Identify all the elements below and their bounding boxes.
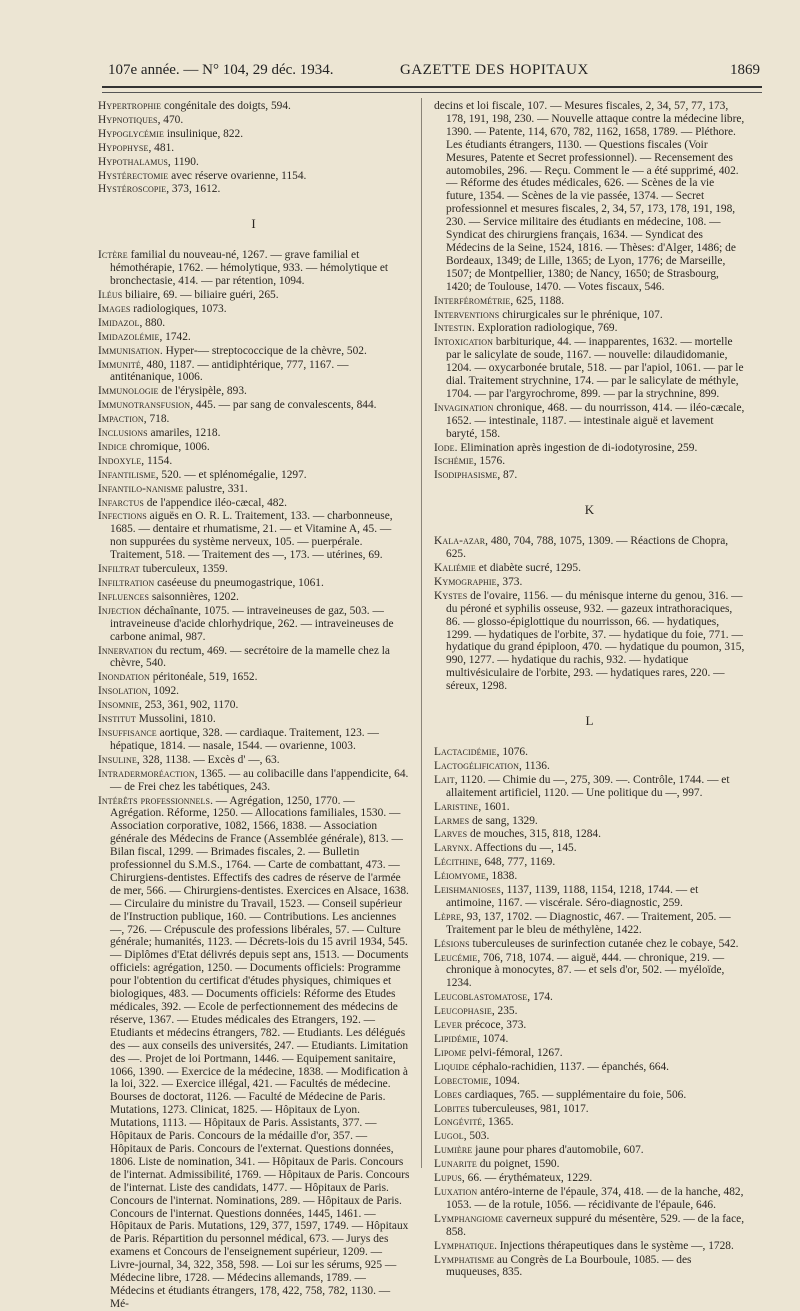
index-entry (434, 801, 746, 814)
index-entry (98, 413, 410, 426)
index-entry (434, 562, 746, 575)
entry-references: . — Agrégation, 1250, 1770. — Agrégation. Réforme, 1250. — Allocations familiales, 1530. — Association corporative, 1082, 1566, 1838. — Association générale des Médecins de France (Assemblée générale), 813. — Bilan fiscal, 1299. — Brimades fiscales, 2. — Bulletin professionnel du S.M.S., 1764. — Carte de combattant, 473. — Chirurgiens-dentistes. Effectifs des cadres de réserve de l'armée de mer, 566. — Chirurgiens-dentistes. Exercices en Alsace, 1638. — Circulaire du ministre du Travail, 1523. — Conseil supérieur de l'Instruction publique, 160. — Contributions. Les anciennes —, 726. — Crépuscule des professions libérales, 57. — Culture générale; humanités, 1123. — Décrets-lois du 15 avril 1934, 545. — Diplômes d'Etat délivrés depuis sept ans, 1513. — Documents officiels: agrégation, 1250. — Documents officiels: Programme pour l'obtention du certificat d'études physiques, chimiques et biologiques, 483. — Documents officiels: Réforme des Etudes médicales, 392. — Ecole de perfectionnement des médecins de réserve, 1367. — Etudes médicales des Etrangers, 192. — Etudiants et médecins étrangers, 782. — Etudiants. Les délégués des — aux conseils des universités, 247. — Etudiants. Limitation des —. Projet de loi Portmann, 1446. — Equipement sanitaire, 1066, 1390. — Exercice de la médecine, 1838. — Modification à la loi, 322. — Exercice illégal, 421. — Facultés de médecine. Bourses de doctorat, 1126. — Faculté de Médecine de Paris. Mutations, 1273. Clinicat, 1825. — Hôpitaux de Lyon. Mutations, 1113. — Hôpitaux de Paris. Assistants, 377. — Hôpitaux de Paris. Concours de la médaille d'or, 357. — Hôpitaux de Paris. Concours de l'externat. Questions données, 1806. Liste de nomination, 341. — Hôpitaux de Paris. Concours de l'internat. Admissibilité, 1769. — Hôpitaux de Paris. Concours de l'internat. Liste des candidats, 1477. — Hôpitaux de Paris. Concours de l'internat. Nominations, 289. — Hôpitaux de Paris. Concours de l'internat. Questions données, 1445, 1461. — Hôpitaux de Paris. Mutations, 129, 377, 1597, 1749. — Hôpitaux de Paris. Répartition du personnel médical, 673. — Jurys des examens et Concours de l'enseignement supérieur, 1209. — Livre-journal, 34, 322, 358, 598. — Loi sur les sérums, 925 — Médecine libre, 1728. — Médecins allemands, 1789. — Médecins et étudiants étrangers, 178, 422, 758, 782, 1130. — Mé- (110, 794, 410, 1310)
index-entry (98, 289, 410, 302)
entry-references: , 480, 704, 788, 1075, 1309. — Réactions de Chopra, 625. (446, 535, 729, 561)
entry-headword: Lever (434, 1019, 463, 1032)
entry-references: précoce, 373. (462, 1019, 527, 1032)
index-entry (98, 645, 410, 671)
index-entry (434, 1005, 746, 1018)
index-entry (434, 746, 746, 759)
entry-references: amariles, 1218. (147, 427, 221, 440)
entry-headword: Interférométrie (434, 294, 511, 307)
entry-references: insulinique, 822. (163, 127, 244, 140)
entry-headword: Lactacidémie (434, 745, 497, 758)
index-entry (434, 774, 746, 800)
section-letter: I (251, 216, 257, 232)
entry-references: caséeuse du pneumogastrique, 1061. (154, 577, 324, 589)
entry-headword: Lipome (434, 1046, 467, 1059)
entry-references: de sang, 1329. (469, 814, 538, 827)
index-entry (98, 699, 410, 712)
index-entry (434, 1033, 746, 1046)
index-entry (98, 727, 410, 753)
index-entry (98, 469, 410, 482)
index-entry (434, 295, 746, 308)
index-entry (98, 156, 410, 169)
entry-headword: Léiomyome (434, 870, 486, 883)
index-entry (98, 685, 410, 698)
entry-headword: Hypertrophie (98, 100, 162, 112)
entry-headword: Lupus (434, 1172, 462, 1185)
entry-headword: Ictère (98, 249, 128, 262)
index-entry (434, 1144, 746, 1157)
entry-references: , 1190. (167, 155, 199, 168)
entry-headword: Hypnotiques (98, 113, 158, 126)
entry-references: , 520. — et splénomégalie, 1297. (155, 468, 307, 481)
index-entry (434, 1019, 746, 1032)
entry-references: antéro-interne de l'épaule, 374, 418. — de la hanche, 482, 1053. — de la rotule, 1056. — récidivante de l'épaule, 646. (446, 1185, 744, 1211)
entry-references: aiguës en O. R. L. Traitement, 133. — charbonneuse, 1685. — dentaire et rhumatisme, 21. — et Vitamine A, 45. — non suppurées du système nerveux, 105. — puerpérale. Traitement, 518. — Traitement des —, 173. — utérines, 69. (110, 510, 393, 562)
entry-headword: Influences (98, 590, 150, 603)
index-entry (434, 309, 746, 322)
entry-headword: Insuffisance (98, 726, 157, 739)
entry-references: . Hyper-— streptococcique de la chèvre, 502. (159, 344, 367, 357)
index-entry (434, 100, 746, 294)
entry-references: au Congrès de La Bourboule, 1085. — des muqueuses, 835. (446, 1253, 692, 1279)
entry-references: , 373, 1612. (166, 183, 221, 196)
entry-references: de l'appendice iléo-cæcal, 482. (143, 496, 288, 509)
index-entry (98, 754, 410, 767)
entry-headword: Intradermoréaction (98, 767, 195, 780)
index-entry (434, 952, 746, 991)
entry-headword: Infantilisme (98, 468, 156, 481)
index-entry (98, 170, 410, 183)
entry-headword: Leishmanioses (434, 884, 501, 897)
entry-headword: Kala-azar (434, 535, 486, 548)
index-entry (434, 1172, 746, 1185)
entry-references: avec réserve ovarienne, 1154. (168, 169, 307, 182)
entry-references: , 253, 361, 902, 1170. (139, 699, 239, 712)
index-entry (98, 795, 410, 1311)
entry-references: , 470. (157, 113, 184, 126)
index-entry (434, 1254, 746, 1280)
index-entry (434, 336, 746, 401)
entry-headword: Insomnie (98, 699, 140, 712)
entry-references: , 1365. — au colibacille dans l'appendicite, 64. — de Frei chez les tabétiques, 243. (110, 767, 409, 793)
index-entry (434, 1061, 746, 1074)
index-entry (434, 815, 746, 828)
entry-references: de mouches, 315, 818, 1284. (467, 828, 601, 841)
entry-references: tuberculeux, 1359. (139, 563, 228, 576)
entry-headword: Lait (434, 773, 455, 786)
index-entry (98, 128, 410, 141)
entry-headword: Kaliémie (434, 562, 476, 574)
entry-references: , 625, 1188. (510, 294, 565, 307)
entry-headword: Lésions (434, 937, 470, 950)
index-entry (98, 359, 410, 385)
entry-headword: Immunotransfusion (98, 399, 191, 412)
entry-references: palustre, 331. (183, 482, 248, 495)
entry-references: radiologiques, 1073. (130, 302, 227, 315)
entry-references: , 1365. (482, 1116, 514, 1129)
entry-references: , 1074. (476, 1033, 509, 1045)
index-entry (98, 768, 410, 794)
index-entry (98, 317, 410, 330)
entry-headword: Lobectomie (434, 1074, 489, 1087)
entry-headword: Lobites (434, 1102, 470, 1115)
entry-references: , 706, 718, 1074. — aiguë, 444. — chronique, 219. — chronique à monocytes, 87. — et sels d'or, 502. — myéloïde, 1234. (446, 951, 725, 990)
entry-references: , 1094. (488, 1074, 520, 1087)
issue-info: 107e année. — N° 104, 29 déc. 1934. (108, 62, 334, 78)
entry-references: de l'érysipèle, 893. (158, 385, 247, 398)
index-entry (434, 442, 746, 455)
entry-references: , 503. (463, 1130, 490, 1143)
index-entry (98, 483, 410, 496)
entry-headword: Intoxication (434, 336, 494, 349)
index-entry (98, 605, 410, 644)
index-entry (434, 590, 746, 693)
index-entry (434, 322, 746, 335)
index-entry (434, 1186, 746, 1212)
entry-headword: Inclusions (98, 427, 148, 440)
index-entry (434, 856, 746, 869)
entry-headword: Insolation (98, 685, 148, 698)
entry-references: jaune pour phares d'automobile, 607. (472, 1144, 644, 1157)
entry-headword: Infarctus (98, 496, 144, 509)
index-entry (98, 455, 410, 468)
entry-headword: Immunologie (98, 385, 159, 398)
entry-headword: Inondation (98, 671, 150, 684)
entry-headword: Images (98, 302, 131, 315)
entry-headword: Infantilo-nanisme (98, 482, 184, 495)
index-entry (98, 114, 410, 127)
index-entry (98, 591, 410, 604)
index-entry (98, 331, 410, 344)
entry-references: , 66. — érythémateux, 1229. (461, 1172, 593, 1185)
index-entry (98, 100, 410, 113)
index-entry (434, 1047, 746, 1060)
entry-references: déchaînante, 1075. — intraveineuses de gaz, 503. — intraveineuse d'acide chlorhydrique, 262. — intraveineuses de carbone animal, 987. (110, 604, 394, 643)
entry-references: aortique, 328. — cardiaque. Traitement, 123. — hépatique, 1814. — nasale, 1544. — ovarienne, 1003. (110, 726, 379, 752)
entry-headword: Larynx (434, 842, 470, 855)
entry-headword: Lumière (434, 1144, 473, 1157)
entry-references: biliaire, 69. — biliaire guéri, 265. (122, 288, 279, 301)
entry-headword: Invagination (434, 401, 494, 414)
page-number: 1869 (730, 62, 760, 78)
index-entry (98, 671, 410, 684)
index-entry (98, 183, 410, 196)
entry-headword: Hypophyse (98, 141, 149, 154)
entry-references: céphalo-rachidien, 1137. — épanchés, 664. (469, 1060, 670, 1073)
entry-headword: Lécithine (434, 856, 479, 869)
entry-headword: Isodiphasisme (434, 469, 498, 482)
index-entry (434, 828, 746, 841)
header-rule-thick (102, 86, 762, 88)
entry-references: , 373. (496, 575, 523, 588)
entry-references: , 718. (143, 413, 170, 426)
entry-headword: Imidazolémie (98, 330, 160, 343)
entry-headword: Impaction (98, 413, 144, 426)
index-entry (434, 1213, 746, 1239)
entry-references: chirurgicales sur le phrénique, 107. (499, 308, 663, 321)
entry-headword: Immunité (98, 358, 141, 371)
entry-headword: Lunarite (434, 1158, 477, 1171)
entry-headword: Lactogélification (434, 759, 519, 772)
entry-references: decins et loi fiscale, 107. — Mesures fiscales, 2, 34, 57, 77, 173, 178, 191, 198, 230. — Nouvelle attaque contre la médecine libre, 1390. — Patente, 114, 670, 782, 1162, 1658, 1789. — Pléthore. Les étudiants étrangers, 1130. — Questions fiscales (Voir Mesures, Patente et Secret professionnel). — Recensement des automobiles, 296. — Reçu. Comment le — a été supprimé, 402. — Réforme des études médicales, 626. — Scènes de la vie future, 1354. — Scènes de la vie passée, 1374. — Secret professionnel et mesures fiscales, 2, 34, 57, 173, 178, 191, 198, 230. — Service militaire des étudiants en médecine, 108. — Syndicat des chirurgiens français, 1634. — Syndicat des Médecins de la Seine, 1524, 1816. — Thèses: d'Alger, 1486; de Bordeaux, 1349; de Lille, 1365; de Lyon, 1776; de Marseille, 1507; de Montpellier, 1380; de Nancy, 1650; de Strasbourg, 1420; de Toulouse, 1470. — Votes fiscaux, 546. (434, 100, 745, 293)
entry-references: . Affections du —, 145. (469, 842, 577, 855)
index-entry (434, 870, 746, 883)
entry-headword: Insuline (98, 753, 137, 766)
index-entry (98, 345, 410, 358)
entry-headword: Injection (98, 604, 141, 617)
index-entry (98, 399, 410, 412)
entry-references: , 648, 777, 1169. (478, 856, 556, 869)
entry-headword: Indice (98, 440, 127, 453)
index-entry (434, 455, 746, 468)
right-column (434, 100, 746, 1279)
entry-references: , 1137, 1139, 1188, 1154, 1218, 1744. — et antimoine, 1167. — viscérale. Séro-diagnostic, 259. (446, 884, 699, 909)
entry-headword: Kymographie (434, 575, 497, 588)
index-entry (98, 510, 410, 562)
entry-headword: Lugol (434, 1130, 464, 1143)
entry-headword: Infiltration (98, 577, 155, 589)
entry-headword: Lipidémie (434, 1033, 477, 1045)
index-entry (434, 760, 746, 773)
entry-references: familial du nouveau-né, 1267. — grave familial et hémothérapie, 1762. — hémolytique, 933. — hémolytique et bronchectasie, 414. — par rétention, 1094. (110, 249, 389, 288)
index-entry (98, 441, 410, 454)
entry-headword: Longévité (434, 1116, 483, 1129)
entry-references: du poignet, 1590. (476, 1158, 560, 1171)
index-entry (434, 884, 746, 910)
entry-references: , 1154. (141, 454, 173, 467)
entry-references: , 87. (497, 469, 518, 482)
index-entry (434, 842, 746, 855)
index-entry (434, 938, 746, 951)
index-entry (98, 303, 410, 316)
entry-references: et diabète sucré, 1295. (475, 562, 581, 574)
entry-references: caverneux suppuré du mésentère, 529. — de la face, 858. (446, 1212, 745, 1238)
index-entry (98, 713, 410, 726)
index-entry (434, 535, 746, 561)
entry-references: Mussolini, 1810. (135, 713, 216, 726)
section-letter: K (584, 502, 596, 518)
entry-headword: Leucémie (434, 951, 478, 964)
entry-headword: Leucoblastomatose (434, 991, 528, 1004)
entry-headword: Larmes (434, 814, 470, 827)
entry-headword: Lymphangiome (434, 1212, 504, 1225)
entry-references: , 1092. (147, 685, 180, 698)
entry-references: cardiaques, 765. — supplémentaire du foie, 506. (461, 1088, 687, 1101)
entry-references: barbiturique, 44. — inapparentes, 1632. — mortelle par le salicylate de soude, 1167. — nouvelle: dilaudidomanie, 1204. — oxycarbonée brutale, 518. — par l'apiol, 1061. — par le dial. Traitement strychnine, 174. — par le salicylate de méthyle, 1704. — par l'argyrochrome, 899. — par la strychnine, 899. (446, 336, 744, 400)
column-divider (421, 98, 422, 1168)
index-entry (434, 1103, 746, 1116)
index-entry (98, 249, 410, 288)
index-entry (434, 1130, 746, 1143)
entry-references: , 1601. (478, 800, 510, 813)
entry-references: tuberculeuses, 981, 1017. (469, 1102, 589, 1115)
index-entry (98, 497, 410, 510)
index-entry (434, 911, 746, 937)
entry-references: tuberculeuses de surinfection cutanée chez le cobaye, 542. (469, 937, 739, 950)
entry-references: de l'ovaire, 1156. — du ménisque interne du genou, 316. — du péroné et syphilis osseuse, 932. — gazeux intrathoraciques, 86. — glosso-épiglottique du nourrisson, 66. — hydatiques, 1299. — hydatiques de l'orbite, 37. — hydatique du foie, 771. — hydatique du grand épiploon, 470. — hydatique du poumon, 315, 990, 1277. — hydatique du rachis, 932. — hydatique multivésiculaire de l'orbite, 293. — hydatiques rares, 220. — séreux, 1298. (446, 589, 745, 693)
entry-headword: Hystéroscopie (98, 183, 167, 196)
entry-headword: Infections (98, 510, 147, 523)
entry-references: , 93, 137, 1702. — Diagnostic, 467. — Traitement, 205. — Traitement par le bleu de méthylène, 1422. (446, 910, 731, 936)
index-entry (98, 563, 410, 576)
index-entry (434, 1116, 746, 1129)
entry-headword: Institut (98, 713, 136, 726)
index-entry (434, 576, 746, 589)
entry-headword: Interventions (434, 308, 500, 321)
entry-headword: Iode (434, 441, 455, 454)
index-entry (98, 385, 410, 398)
index-entry (434, 1089, 746, 1102)
index-entry (434, 1158, 746, 1171)
running-header (100, 58, 760, 82)
entry-headword: Ischémie (434, 455, 474, 468)
entry-headword: Liquide (434, 1060, 470, 1073)
header-rule-thin (102, 92, 762, 93)
section-letter: L (585, 713, 595, 729)
entry-references: péritonéale, 519, 1652. (149, 671, 258, 684)
entry-headword: Hypothalamus (98, 155, 168, 168)
index-entry (434, 469, 746, 482)
entry-references: , 1576. (473, 455, 506, 468)
entry-references: pelvi-fémoral, 1267. (466, 1046, 563, 1059)
entry-references: , 481. (148, 141, 175, 154)
entry-headword: Lobes (434, 1088, 462, 1101)
entry-references: congénitale des doigts, 594. (161, 100, 291, 112)
entry-references: du rectum, 469. — secrétoire de la mamelle chez la chèvre, 540. (110, 644, 390, 670)
entry-headword: Larves (434, 828, 468, 841)
entry-headword: Intérêts professionnels (98, 794, 211, 807)
entry-headword: Lèpre (434, 910, 462, 923)
entry-references: . Elimination après ingestion de di-iodotyrosine, 259. (454, 441, 698, 454)
entry-headword: Lymphatique (434, 1239, 495, 1252)
entry-references: . Exploration radiologique, 769. (471, 322, 618, 335)
index-entry (98, 577, 410, 590)
entry-headword: Kystes (434, 589, 468, 602)
entry-headword: Hypoglycémie (98, 127, 164, 140)
entry-headword: Iléus (98, 288, 123, 301)
entry-references: chromique, 1006. (126, 440, 210, 453)
index-entry (98, 427, 410, 440)
entry-references: . Injections thérapeutiques dans le système —, 1728. (494, 1239, 734, 1252)
journal-title: GAZETTE DES HOPITAUX (400, 62, 589, 78)
entry-references: , 445. — par sang de convalescents, 844. (190, 399, 377, 412)
entry-headword: Innervation (98, 644, 153, 657)
entry-references: , 1120. — Chimie du —, 275, 309. —. Contrôle, 1744. — et allaitement artificiel, 1120. — Une politique du —, 997. (446, 773, 730, 799)
entry-references: , 1076. (496, 745, 528, 758)
entry-references: chronique, 468. — du nourrisson, 414. — iléo-cæcale, 1652. — intestinale, 1187. — intestinale aiguë et lavement baryté, 158. (446, 401, 745, 440)
entry-references: , 880. (139, 316, 166, 329)
entry-headword: Intestin (434, 322, 472, 335)
entry-references: , 235. (491, 1005, 518, 1018)
entry-headword: Infiltrat (98, 563, 140, 576)
entry-headword: Indoxyle (98, 454, 142, 467)
entry-references: , 480, 1187. — antidiphtérique, 777, 1167. — antiténanique, 1006. (110, 358, 349, 384)
entry-references: , 1742. (159, 330, 191, 343)
index-entry (98, 142, 410, 155)
entry-headword: Lymphatisme (434, 1253, 495, 1266)
entry-references: saisonnières, 1202. (149, 590, 239, 603)
index-entry (434, 1075, 746, 1088)
left-column (98, 100, 410, 1310)
entry-headword: Immunisation (98, 344, 160, 357)
entry-references: , 1838. (485, 870, 518, 883)
index-entry (434, 402, 746, 441)
entry-references: , 1136. (518, 759, 550, 772)
entry-headword: Laristine (434, 800, 479, 813)
entry-headword: Leucophasie (434, 1005, 492, 1018)
index-entry (434, 991, 746, 1004)
entry-references: , 328, 1138. — Excès d' —, 63. (136, 753, 280, 766)
index-entry (434, 1240, 746, 1253)
entry-headword: Hystérectomie (98, 169, 169, 182)
entry-headword: Imidazol (98, 316, 140, 329)
entry-references: , 174. (527, 991, 553, 1004)
entry-headword: Luxation (434, 1185, 478, 1198)
